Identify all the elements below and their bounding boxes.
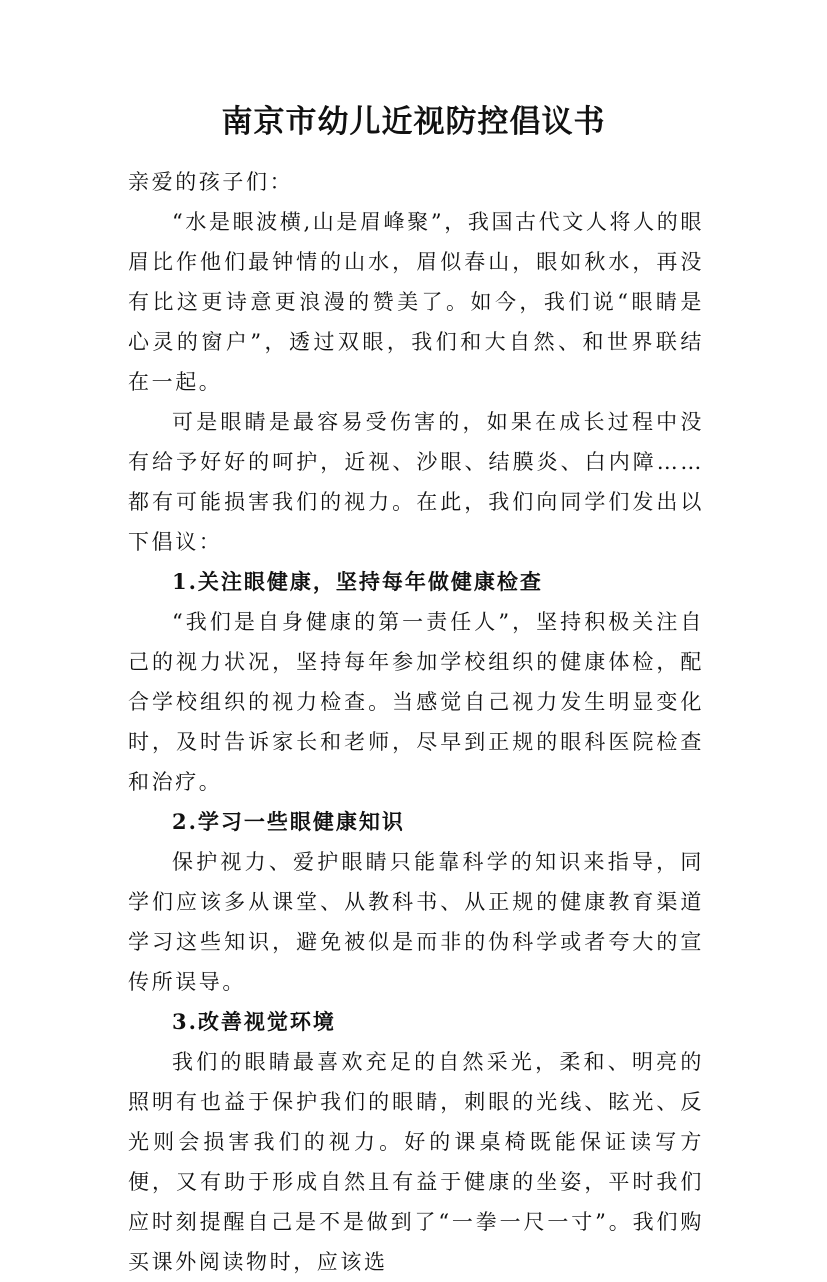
section-heading-2: 2.学习一些眼健康知识: [172, 809, 405, 834]
section-text-1: “我们是自身健康的第一责任人”，坚持积极关注自己的视力状况，坚持每年参加学校组织的健康体检，配合学校组织的视力检查。当感觉自己视力发生明显变化时，及时告诉家长和老师，尽早到正规的眼科医院检查和治疗。: [128, 610, 704, 794]
greeting: 亲爱的孩子们：: [128, 170, 294, 194]
section-heading-3: 3.改善视觉环境: [172, 1009, 336, 1034]
section-text-3: 我们的眼睛最喜欢充足的自然采光，柔和、明亮的照明有也益于保护我们的眼睛，刺眼的光线、眩光、反光则会损害我们的视力。好的课桌椅既能保证读写方便，又有助于形成自然且有益于健康的坐姿，平时我们应时刻提醒自己是不是做到了“一拳一尺一寸”。我们购买课外阅读物时，应该选: [128, 1050, 704, 1274]
document-title: 南京市幼儿近视防控倡议书: [221, 104, 606, 140]
paragraph-proposal: 可是眼睛是最容易受伤害的，如果在成长过程中没有给予好好的呵护，近视、沙眼、结膜炎、白内障……都有可能损害我们的视力。在此，我们向同学们发出以下倡议：: [128, 410, 704, 554]
document-body: [128, 162, 704, 1282]
section-heading-1: 1.关注眼健康，坚持每年做健康检查: [172, 569, 543, 594]
paragraph-intro: “水是眼波横,山是眉峰聚”，我国古代文人将人的眼眉比作他们最钟情的山水，眉似春山，眼如秋水，再没有比这更诗意更浪漫的赞美了。如今，我们说“眼睛是心灵的窗户”，透过双眼，我们和大自然、和世界联结在一起。: [128, 210, 704, 394]
section-text-2: 保护视力、爱护眼睛只能靠科学的知识来指导，同学们应该多从课堂、从教科书、从正规的健康教育渠道学习这些知识，避免被似是而非的伪科学或者夸大的宣传所误导。: [128, 850, 704, 994]
